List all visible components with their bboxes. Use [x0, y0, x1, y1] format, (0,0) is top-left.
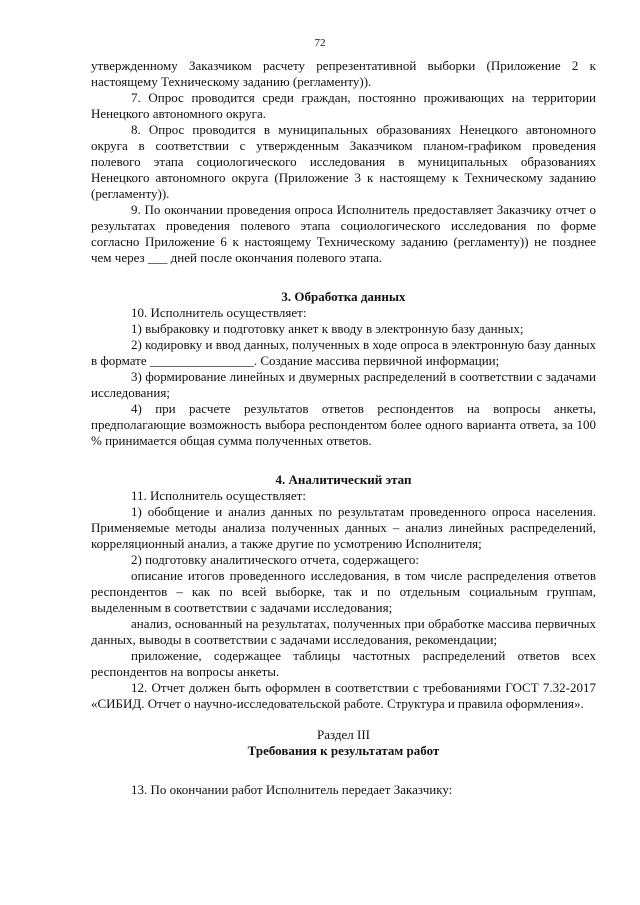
report-content-analysis: анализ, основанный на результатах, полученных при обработке массива первичных данных, выводы в соответствии с задачами исследования, рекомендации;	[91, 616, 596, 647]
report-content-description: описание итогов проведенного исследования, в том числе распределения ответов респондентов – как по всей выборке, так и по отдельным социальным группам, выделенным в соответствии с задачами исследования;	[91, 568, 596, 615]
list-item-11-1: 1) обобщение и анализ данных по результатам проведенного опроса населения. Применяемые методы анализа полученных данных – анализ линейных распределений, корреляционный анализ, а также другие по усмотрению Исполнителя;	[91, 504, 596, 551]
paragraph-11: 11. Исполнитель осуществляет:	[131, 488, 306, 503]
list-item-10-3: 3) формирование линейных и двумерных распределений в соответствии с задачами исследования;	[91, 369, 596, 400]
paragraph-8: 8. Опрос проводится в муниципальных образованиях Ненецкого автономного округа в соответствии с утвержденным Заказчиком планом-графиком проведения полевого этапа социологического исследования в муниципальных образованиях Ненецкого автономного округа (Приложение 3 к настоящему к Техническому заданию (регламенту)).	[91, 122, 596, 201]
part-title: Требования к результатам работ	[247, 743, 440, 758]
list-item-10-2: 2) кодировку и ввод данных, полученных в ходе опроса в электронную базу данных в формате ________________. Создание массива первичной информации;	[91, 337, 596, 368]
list-item-11-2: 2) подготовку аналитического отчета, содержащего:	[131, 552, 420, 567]
paragraph-7: 7. Опрос проводится среди граждан, постоянно проживающих на территории Ненецкого автономного округа.	[91, 90, 596, 121]
document-body	[91, 58, 596, 798]
paragraph-10: 10. Исполнитель осуществляет:	[131, 305, 307, 320]
section-4-heading: 4. Аналитический этап	[275, 472, 412, 487]
paragraph-12: 12. Отчет должен быть оформлен в соответствии с требованиями ГОСТ 7.32-2017 «СИБИД. Отчет о научно-исследовательской работе. Структура и правила оформления».	[91, 680, 596, 711]
list-item-10-1: 1) выбраковку и подготовку анкет к вводу в электронную базу данных;	[131, 321, 524, 336]
page-number: 72	[314, 37, 326, 49]
paragraph-9: 9. По окончании проведения опроса Исполнитель предоставляет Заказчику отчет о результатах проведения полевого этапа социологического исследования по форме согласно Приложение 6 к настоящему Техническому заданию (регламенту)) не позднее чем через ___ дней после окончания полевого этапа.	[91, 202, 596, 265]
section-3-heading: 3. Обработка данных	[281, 289, 406, 304]
list-item-10-4: 4) при расчете результатов ответов респондентов на вопросы анкеты, предполагающие возможность выбора респондентом более одного варианта ответа, за 100 % принимается общая сумма полученных ответов.	[91, 401, 596, 448]
report-content-appendix: приложение, содержащее таблицы частотных распределений ответов всех респондентов на вопросы анкеты.	[91, 648, 596, 679]
paragraph-13: 13. По окончании работ Исполнитель передает Заказчику:	[131, 782, 453, 797]
paragraph-continuation: утвержденному Заказчиком расчету репрезентативной выборки (Приложение 2 к настоящему Техническому заданию (регламенту)).	[91, 58, 596, 89]
part-label: Раздел III	[316, 727, 370, 742]
